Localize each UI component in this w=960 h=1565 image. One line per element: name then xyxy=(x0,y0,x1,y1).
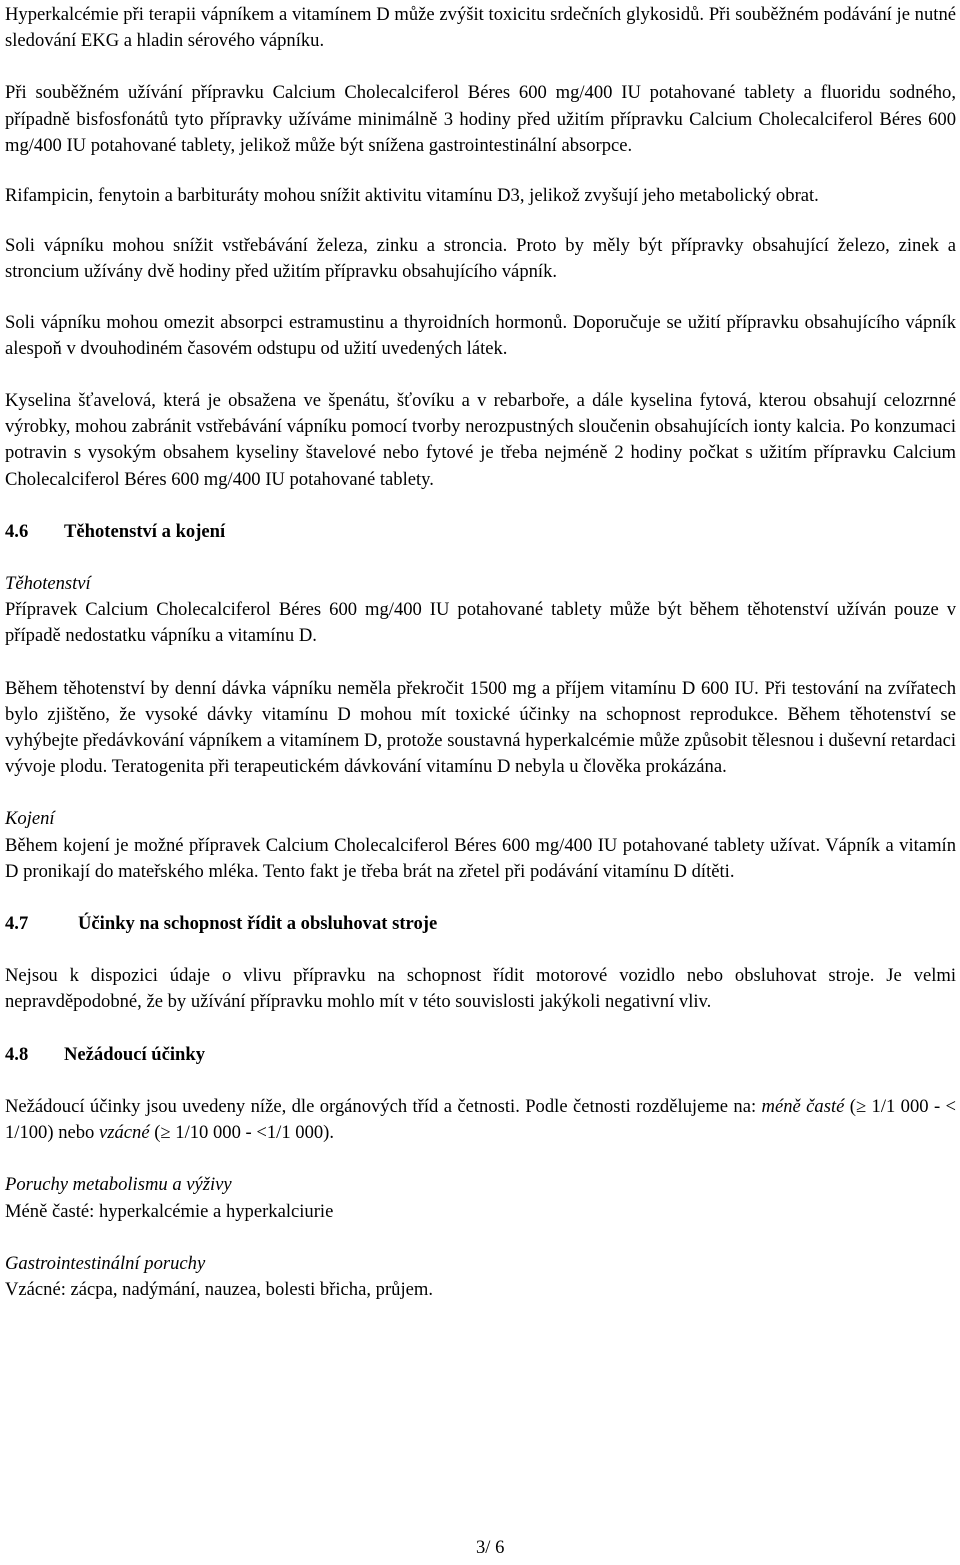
page-number: 3/ 6 xyxy=(476,1537,505,1558)
section-heading-4-7 xyxy=(5,911,956,937)
paragraph-fluorid: Při souběžném užívání přípravku Calcium Cholecalciferol Béres 600 mg/400 IU potahované tablety a fluoridu sodného, případně bisfosfonátů tyto přípravky užíváme minimálně 3 hodiny před užitím přípravku Calcium Cholecalciferol Béres 600 mg/400 IU potahované tablety, jelikož může být snížena gastrointestinální absorpce. xyxy=(5,82,956,156)
section-number: 4.8 xyxy=(5,1043,29,1065)
section-heading-4-6 xyxy=(5,519,956,545)
frequency-mene-caste-range: (≥ 1/1 000 - < 1/100) nebo xyxy=(5,1095,957,1144)
paragraph-tehotenstvi-2: Během těhotenství by denní dávka vápníku neměla překročit 1500 mg a příjem vitamínu D 600 IU. Při testování na zvířatech bylo zjištěno, že vysoké dávky vitamínu D mohou mít toxické účinky na schopnost reprodukce. Během těhotenství se vyhýbejte předávkování vápníkem a vitamínem D, protože soustavná hyperkalcémie může způsobit tělesnou i duševní retardaci vývoje plodu. Teratogenita při terapeutickém dávkování vitamínu D nebyla u člověka prokázána. xyxy=(5,677,956,778)
subheading-metabolismus: Poruchy metabolismu a výživy xyxy=(5,1174,232,1196)
section-title: Účinky na schopnost řídit a obsluhovat stroje xyxy=(78,913,438,935)
section-heading-4-8 xyxy=(5,1042,956,1068)
document-page xyxy=(5,0,956,1303)
frequency-vzacne: vzácné xyxy=(99,1122,150,1144)
subheading-kojeni: Kojení xyxy=(5,808,55,830)
paragraph-rifampicin: Rifampicin, fenytoin a barbituráty mohou snížit aktivitu vitamínu D3, jelikož zvyšují jeho metabolický obrat. xyxy=(5,185,819,207)
paragraph-estramustin: Soli vápníku mohou omezit absorpci estramustinu a thyroidních hormonů. Doporučuje se užití přípravku obsahujícího vápník alespoň v dvouhodiném časovém odstupu od užití uvedených látek. xyxy=(5,311,956,359)
paragraph-kojeni: Během kojení je možné přípravek Calcium Cholecalciferol Béres 600 mg/400 IU potahované tablety užívat. Vápník a vitamín D pronikají do mateřského mléka. Tento fakt je třeba brát na zřetel při podávání vitamínu D dítěti. xyxy=(5,834,956,882)
paragraph-tehotenstvi-1: Přípravek Calcium Cholecalciferol Béres 600 mg/400 IU potahované tablety může být během těhotenství užíván pouze v případě nedostatku vápníku a vitamínu D. xyxy=(5,599,956,647)
paragraph-rizeni: Nejsou k dispozici údaje o vlivu přípravku na schopnost řídit motorové vozidlo nebo obsluhovat stroje. Je velmi nepravděpodobné, že by užívání přípravku mohlo mít v této souvislosti jakýkoli negativní vliv. xyxy=(5,965,956,1013)
subheading-gastro: Gastrointestinální poruchy xyxy=(5,1252,206,1274)
frequency-vzacne-range: (≥ 1/10 000 - <1/1 000). xyxy=(149,1122,334,1144)
subheading-tehotenstvi: Těhotenství xyxy=(5,573,91,595)
paragraph-kyselina: Kyselina šťavelová, která je obsažena ve špenátu, šťovíku a v rebarboře, a dále kyselina fytová, kterou obsahují celozrnné výrobky, mohou zabránit vstřebávání vápníku pomocí tvorby nerozpustných sloučenin obsahujících ionty kalcia. Po konzumaci potravin s vysokým obsahem kyseliny štavelové nebo fytové je třeba nejméně 2 hodiny počkat s užitím přípravku Calcium Cholecalciferol Béres 600 mg/400 IU potahované tablety. xyxy=(5,390,956,490)
paragraph-metabolismus: Méně časté: hyperkalcémie a hyperkalciurie xyxy=(5,1200,334,1222)
section-number: 4.7 xyxy=(5,913,29,935)
intro-text: Nežádoucí účinky jsou uvedeny níže, dle orgánových tříd a četnosti. Podle četnosti rozdělujeme na: xyxy=(5,1095,757,1117)
section-number: 4.6 xyxy=(5,520,29,542)
section-title: Těhotenství a kojení xyxy=(64,520,226,542)
paragraph-gastro: Vzácné: zácpa, nadýmání, nauzea, bolesti břicha, průjem. xyxy=(5,1278,433,1300)
frequency-mene-caste: méně časté xyxy=(761,1095,845,1117)
paragraph-hyperkalcemie: Hyperkalcémie při terapii vápníkem a vitamínem D může zvýšit toxicitu srdečních glykosidů. Při souběžném podávání je nutné sledování EKG a hladin sérového vápníku. xyxy=(5,4,956,52)
paragraph-nezadouci-uvod xyxy=(5,1094,956,1146)
section-title: Nežádoucí účinky xyxy=(64,1043,206,1065)
paragraph-zelezo: Soli vápníku mohou snížit vstřebávání železa, zinku a stroncia. Proto by měly být přípravky obsahující železo, zinek a stroncium užívány dvě hodiny před užitím přípravku obsahujícího vápník. xyxy=(5,235,956,283)
